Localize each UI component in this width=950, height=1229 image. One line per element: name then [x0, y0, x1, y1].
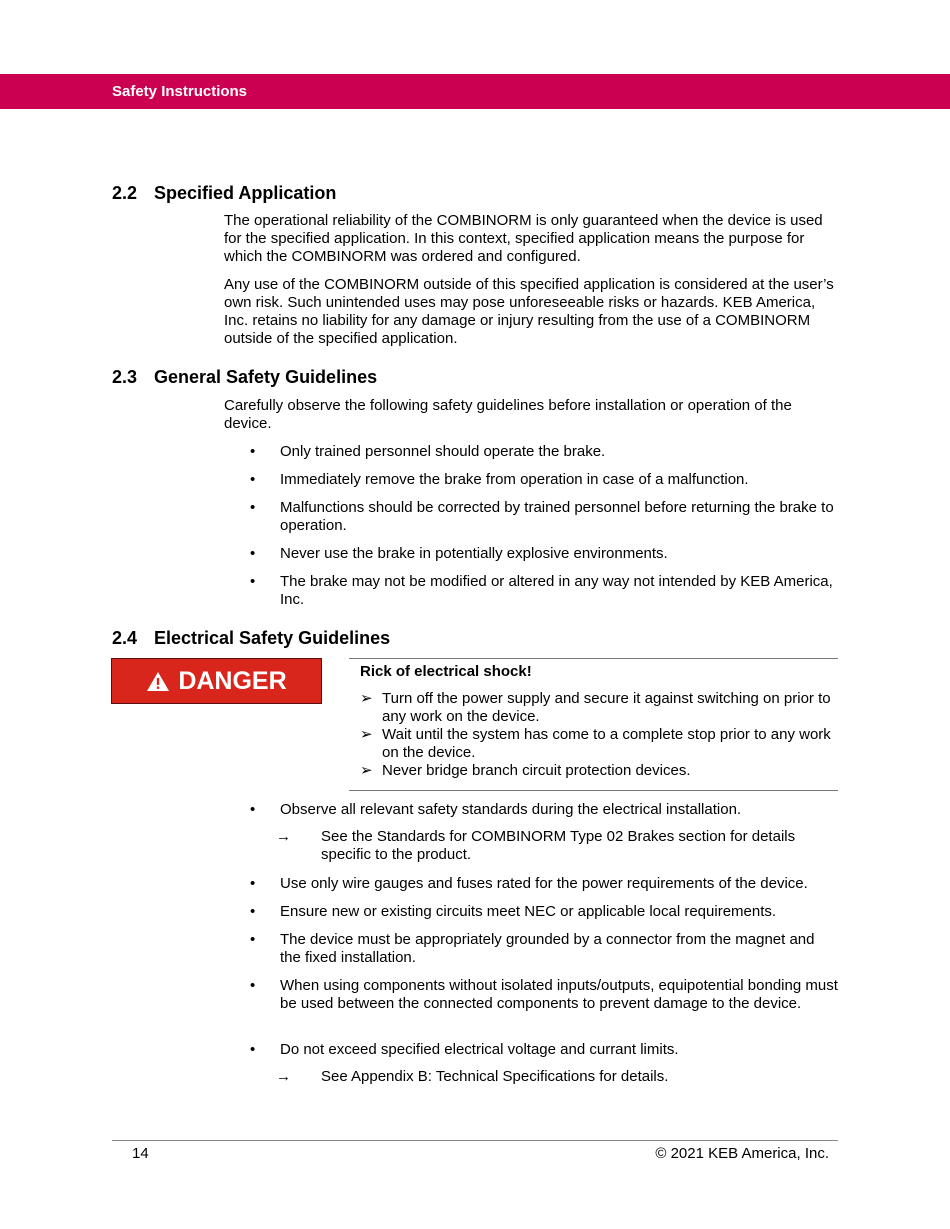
danger-title: Rick of electrical shock! [360, 663, 532, 680]
section-title: Electrical Safety Guidelines [154, 628, 391, 648]
bullet-icon: • [250, 903, 256, 920]
warning-triangle-icon [146, 671, 170, 692]
paragraph: Carefully observe the following safety guidelines before installation or operation of the device. [224, 397, 792, 432]
section-number: 2.4 [112, 628, 138, 648]
bullet-icon: • [250, 931, 256, 948]
section-title: General Safety Guidelines [154, 367, 378, 387]
chevron-icon: ➢ [360, 726, 373, 743]
header-bar [0, 74, 950, 109]
chevron-icon: ➢ [360, 690, 373, 707]
section-number: 2.2 [112, 183, 138, 203]
paragraph: Any use of the COMBINORM outside of this specified application is considered at the user’s own risk. Such unintended uses may pose unforeseeable risks or hazards. KEB America, Inc. retains no liability for any damage or injury resulting from the use of a COMBINORM outside of the specified application. [224, 276, 834, 347]
footer-divider [112, 1140, 838, 1141]
paragraph: The operational reliability of the COMBINORM is only guaranteed when the device is used for the specified application. In this context, specified application means the purpose for which the COMBINORM was ordered and configured. [224, 212, 823, 265]
bullet-icon: • [250, 443, 256, 460]
chevron-icon: ➢ [360, 762, 373, 779]
header-title: Safety Instructions [112, 83, 248, 100]
copyright: © 2021 KEB America, Inc. [655, 1145, 829, 1162]
danger-label [111, 658, 322, 704]
arrow-right-icon: → [276, 1068, 291, 1085]
bullet-icon: • [250, 875, 256, 892]
arrow-right-icon: → [276, 828, 291, 845]
section-number: 2.3 [112, 367, 138, 387]
section-title: Specified Application [154, 183, 337, 203]
bullet-icon: • [250, 471, 256, 488]
page-number: 14 [132, 1145, 149, 1162]
bullet-icon: • [250, 977, 256, 994]
bullet-icon: • [250, 573, 256, 590]
bullet-icon: • [250, 1041, 256, 1058]
bullet-icon: • [250, 499, 256, 516]
danger-panel: Rick of electrical shock! ➢ Turn off the power supply and secure it against switching on prior to any work on the device. ➢ Wait until the system has come to a complete stop prior to any work on the device. ➢ Never bridge branch circuit protection devices. [349, 658, 838, 791]
bullet-icon: • [250, 545, 256, 562]
danger-text: DANGER [178, 666, 287, 695]
bullet-icon: • [250, 801, 256, 818]
